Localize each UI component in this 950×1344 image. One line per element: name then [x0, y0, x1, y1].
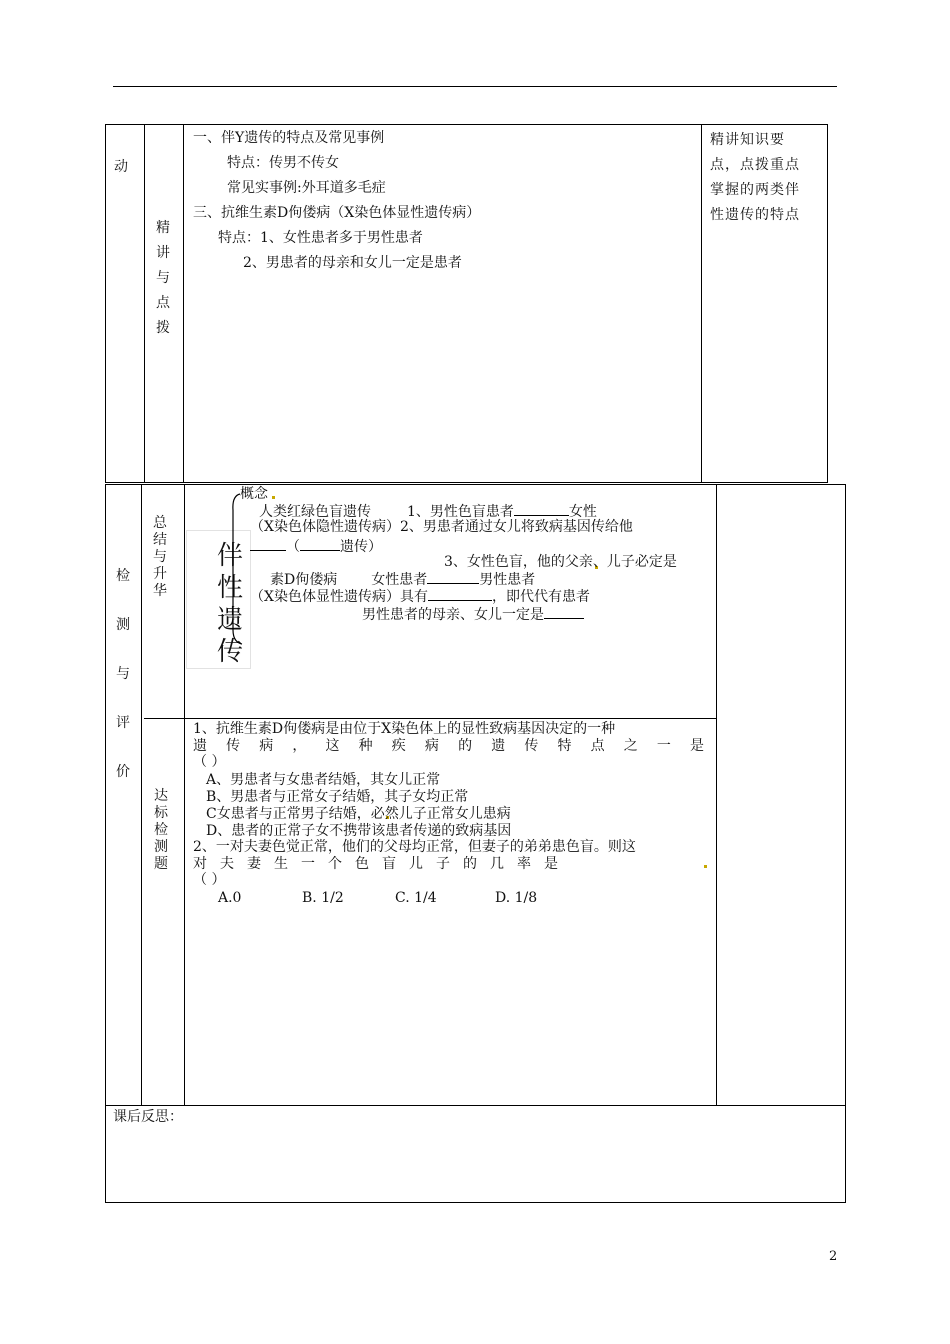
q1-option-c: C女患者与正常男子结婚，必然儿子正常女儿患病 [206, 806, 511, 822]
s1-line-3: 常见实事例:外耳道多毛症 [227, 180, 386, 196]
table1-col2 [183, 124, 184, 483]
table3-bottom [105, 1202, 846, 1203]
page-number: 2 [829, 1249, 838, 1264]
q2-option-d: D. 1/8 [495, 890, 538, 906]
header-rule [113, 86, 837, 87]
q1-option-a: A、男患者与女患者结婚，其女儿正常 [206, 772, 441, 788]
q2-option-c: C. 1/4 [395, 890, 437, 906]
question-1-bracket: （ ） [193, 754, 226, 770]
marker-dot [272, 496, 275, 499]
question-2-line-2: 对夫妻生一个色盲儿子的几率是 [193, 856, 571, 872]
summary-brace [228, 488, 250, 648]
table1-right [827, 124, 828, 483]
summary-line-5: 素D佝偻病 女性患者 男性患者 [270, 569, 535, 589]
s1-line-4: 三、抗维生素D佝偻病（X染色体显性遗传病） [193, 205, 481, 221]
question-1-line-2: 遗传病，这种疾病的遗传特点之一是 [193, 738, 706, 754]
section1-side-label: 动 [114, 159, 128, 175]
summary-line-2: （X染色体隐性遗传病）2、男患者通过女儿将致病基因传给他 [250, 519, 633, 535]
reflection-label: 课后反思： [113, 1109, 183, 1125]
s1-line-2: 特点：传男不传女 [227, 155, 339, 171]
summary-line-3: （ 遗传） [250, 536, 382, 556]
section1-sub-label: 精 讲 与 点 拨 [156, 220, 170, 336]
section1-note: 精讲知识要 点，点拨重点 掌握的两类伴 性遗传的特点 [710, 132, 800, 223]
table2-top [105, 484, 846, 485]
table1-col1 [144, 124, 145, 483]
table1-bottom [105, 482, 828, 483]
summary-line-7: 男性患者的母亲、女儿一定是 [362, 604, 584, 624]
q2-option-a: A.0 [218, 890, 242, 906]
summary-label: 总 结 与 升 华 [153, 515, 167, 599]
q2-option-b: B. 1/2 [302, 890, 344, 906]
summary-line-6: （X染色体显性遗传病）具有 ，即代代有患者 [250, 586, 590, 606]
table1-left [105, 124, 106, 483]
table2-mid [144, 718, 716, 719]
summary-line-4: 3、女性色盲，他的父亲、儿子必定是 [444, 554, 677, 570]
test-label: 达 标 检 测 题 [154, 788, 168, 872]
question-2: 2、一对夫妻色觉正常，他们的父母均正常，但妻子的弟弟患色盲。则这 [193, 839, 636, 855]
table2-col3 [716, 484, 717, 1106]
table2-bottom [105, 1105, 846, 1106]
q1-option-b: B、男患者与正常女子结婚，其子女均正常 [206, 789, 469, 805]
s1-line-6: 2、男患者的母亲和女儿一定是患者 [243, 255, 462, 271]
table2-col2 [184, 484, 185, 1106]
table2-left [105, 484, 106, 1203]
table1-col3 [701, 124, 702, 483]
question-2-bracket: （ ） [193, 872, 226, 888]
marker-dot [704, 865, 707, 868]
s1-line-5: 特点：1、女性患者多于男性患者 [218, 230, 423, 246]
section2-side-label: 检 测 与 评 价 [116, 568, 130, 780]
table2-right [845, 484, 846, 1203]
s1-line-1: 一、伴Y遗传的特点及常见事例 [193, 130, 385, 146]
question-1: 1、抗维生素D佝偻病是由位于X染色体上的显性致病基因决定的一种 [193, 721, 616, 737]
table1-top [105, 124, 828, 125]
summary-line-1: 人类红绿色盲遗传 1、男性色盲患者 女性 [259, 501, 597, 521]
big-title: 伴 性 遗 传 [216, 541, 243, 667]
concept-label: 概念 [240, 486, 268, 502]
table2-col1 [141, 484, 142, 1106]
q1-option-d: D、患者的正常子女不携带该患者传递的致病基因 [206, 823, 512, 839]
